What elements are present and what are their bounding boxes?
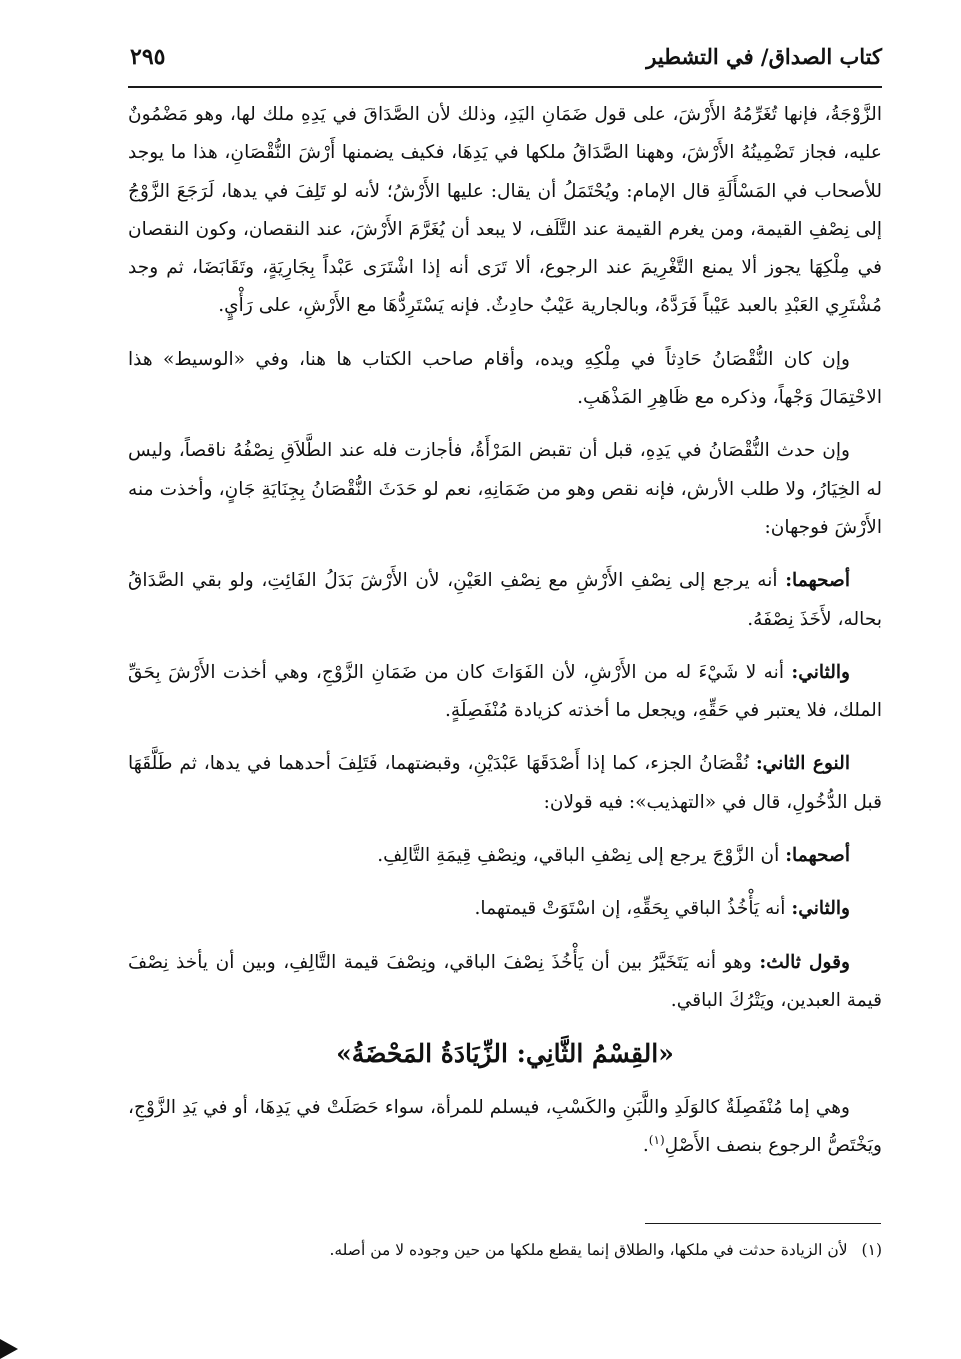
paragraph-5 xyxy=(128,654,882,731)
paragraph-text: أنه يَأْخُذُ الباقي بِحَقِّهِ، إن اسْتَوَتْ قيمتهما. xyxy=(474,898,792,920)
page-number: ٢٩٥ xyxy=(130,44,166,70)
paragraph-10 xyxy=(128,1089,882,1166)
paragraph-7 xyxy=(128,837,882,875)
chapter-title: كتاب الصداق/ في التشطير xyxy=(646,44,882,69)
paragraph-lead: أصحهما: xyxy=(785,845,850,867)
paragraph-lead: والثاني: xyxy=(791,661,850,683)
paragraph-lead: وقول ثالث: xyxy=(759,951,850,973)
section-heading: «القِسْمُ الثَّانِي: الزِّيَادَةُ المَحْضَةُ» xyxy=(336,1039,674,1069)
paragraph-end: . xyxy=(642,1134,649,1156)
paragraph-text: نُقْصَانُ الجزء، كما إذا أَصْدَقَهَا عَبْدَيْنِ، وقبضتهما، فَتَلِفَ أحدهما في يدها، ثم طَلَّقَهَا قبل الدُّخُولِ، قال في «التهذيب»: فيه قولان: xyxy=(128,753,882,813)
paragraph-lead: أصحهما: xyxy=(785,570,850,592)
paragraph-text: أنه يرجع إلى نِصْفِ الأَرْشِ مع نِصْفِ العَيْنِ، لأن الأَرْشَ بَدَلُ الفَائِتِ، ولو بقي الصَّدَاقُ بحاله، لأَخَذَ نِصْفَهُ. xyxy=(128,570,882,630)
paragraph-9 xyxy=(128,944,882,1021)
paragraph-lead: النوع الثاني: xyxy=(755,753,850,775)
footnote-separator xyxy=(645,1223,881,1224)
footnote-marker: (١) xyxy=(861,1241,882,1259)
main-text xyxy=(128,96,882,1180)
paragraph-3: وإن حدث النُّقْصَانُ في يَدِهِ، قبل أن تقبض المَرْأَةُ، فأجازت فله عند الطَّلاَقِ نِصْفُهُ ناقصاً، وليس له الخِيَارُ، ولا طلب الأرش، فإنه نقص وهو من ضَمَانِهِ، نعم لو حَدَثَ النُّقْصَانُ بِجِنَايَةِ جَانٍ، وأخذت منه الأَرْشَ فوجهان: xyxy=(128,440,882,538)
paragraph-4 xyxy=(128,562,882,639)
paragraph-lead: والثاني: xyxy=(791,898,850,920)
paragraph-text: وهو أنه يَتَخَيَّرُ بين أن يَأْخُذَ نِصْفَ الباقي، ونِصْفَ قيمة التَّالِفِ، وبين أن يأخذ نِصْفَ قيمة العبدين، ويَتْرُكَ الباقي. xyxy=(128,951,882,1011)
paragraph-text: أن الزَّوْجَ يرجع إلى نِصْفِ الباقي، ونِصْفِ قِيمَةِ التَّالِفِ. xyxy=(377,845,786,867)
paragraph-6 xyxy=(128,745,882,822)
footnote-reference: (١) xyxy=(648,1132,665,1147)
paragraph-text: وهي إما مُنْفَصِلَةٌ كالوَلَدِ واللَّبَنِ والكَسْبِ، فيسلم للمرأة، سواء حَصَلَتْ في يَدِهَا، أو في يَدِ الزَّوْجِ، ويَخْتَصُّ الرجوع بنصف الأَصْلِ xyxy=(128,1096,882,1156)
running-header xyxy=(128,40,882,88)
scan-corner-mark xyxy=(0,1339,18,1359)
paragraph-8 xyxy=(128,890,882,928)
paragraph-2: وإن كان النُّقْصَانُ حَادِثاً في مِلْكِهِ ويده، وأقام صاحب الكتاب ها هنا، وفي «الوسيط» هذا الاحْتِمَالَ وَجْهاً، وذكره مع ظَاهِرِ المَذْهَبِ. xyxy=(128,348,882,409)
footnote-text: لأن الزيادة حدثت في ملكها، والطلاق إنما يقطع ملكها من حين وجوده لا من أصله. xyxy=(329,1241,848,1259)
paragraph-text: أنه لا شَيْءَ له من الأَرْشِ، لأن الفَوَاتَ كان من ضَمَانِ الزَّوْجِ، وهي أخذت الأَرْشَ بِحَقِّ الملك، فلا يعتبر في حَقِّهِ، ويجعل ما أخذته كزيادة مُنْفَصِلَةٍ. xyxy=(128,661,882,722)
paragraph-1: الزَّوْجَةُ، فإنها تُغَرِّمُهُ الأَرْشَ، على قول ضَمَانِ اليَدِ، وذلك لأن الصَّدَاقَ في يَدِهِ ملك لها، وهو مَضْمُونٌ عليه، فجاز تَضْمِينُهُ الأَرْشَ، وههنا الصَّدَاقُ ملكها في يَدِهَا، فكيف يضمنها أَرْشَ النُّقْصَانِ، هذا ما يوجد للأصحاب في المَسْأَلَةِ قال الإمام: ويُحْتَمَلُ أن يقال: عليها الأَرْشُ؛ لأنه لو تَلِفَ في يدها، لَرَجَعَ الزَّوْجُ إلى نِصْفِ القيمة، ومن يغرم القيمة عند التَّلَف، لا يبعد أن يُغَرَّمَ الأَرْشَ، عند النقصان، وكون النقصان في مِلْكِهَا يجوز ألا يمنع التَّغْرِيمَ عند الرجوع، ألا تَرَى أنه إذا اشْتَرَى عَبْداً بِجَارِيَةٍ، وتَقَابَضَا، ثم وجد مُشْتَرِي العَبْدِ بالعبد عَيْباً فَرَدَّهُ، وبالجارية عَيْبٌ حادِثٌ. فإنه يَسْتَرِدُّهَا مع الأَرْشِ، على رَأْيٍ. xyxy=(128,104,882,317)
footnote xyxy=(128,1238,882,1262)
